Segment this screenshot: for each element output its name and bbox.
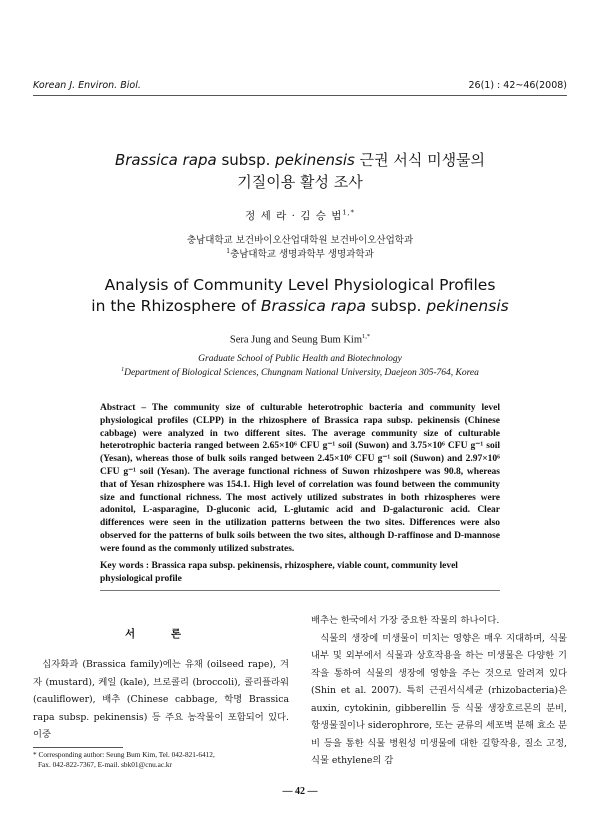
right-body-paragraph: 식물의 생장에 미생물이 미치는 영향은 매우 지대하며, 식물 내부 및 외부에서 식물과 상호작용을 하는 미생물은 다양한 기작을 통하여 식물의 생장에 영향을 주는 것으로 알려져 있다 (Shin et al. 2007). 특히 근권서식세균 (rhizobacteria)은 auxin, cytokinin, gibberellin 등 식물 생장호르몬의 분비, 항생물질이나 siderophrore, 또는 균류의 세포벽 분해 효소 분비 등을 통한 식물 병원성 미생물에 대한 길항작용, 질소 고정, 식물 ethylene의 감 — [311, 632, 567, 766]
volume-info: 26(1) : 42~46(2008) — [468, 80, 567, 91]
title-english-line1: Analysis of Community Level Physiological Profiles — [104, 276, 496, 294]
affiliation-ko-2-text: 충남대학교 생명과학부 생명과학과 — [230, 249, 374, 260]
running-header — [33, 80, 567, 94]
title-ko-subsp: subsp. — [216, 151, 276, 169]
title-english — [0, 275, 600, 317]
title-english-line2 — [0, 296, 600, 317]
keywords-rule — [100, 590, 500, 591]
authors-en-names: Sera Jung and Seung Bum Kim — [229, 334, 362, 346]
footnote — [33, 750, 289, 769]
authors-ko-names: 정 세 라 · 김 승 범 — [245, 210, 343, 222]
title-en-subsp: subsp. — [365, 297, 427, 315]
footnote-line2: Fax. 042-822-7367, E-mail. sbk01@cnu.ac.kr — [38, 759, 172, 769]
title-korean-line1 — [0, 149, 600, 171]
left-body-paragraph: 십자화과 (Brassica family)에는 유채 (oilseed rape), 겨자 (mustard), 케일 (kale), 브로콜리 (broccoli), 콜리플라워 (cauliflower), 배추 (Chinese cabbage, 학명 Brassica rapa subsp. pekinensis) 등 주요 농작물이 포함되어 있다. 이중 — [33, 659, 289, 740]
section-heading: 서 론 — [125, 628, 197, 640]
authors-english — [0, 333, 600, 346]
right-body-line1: 배추는 한국에서 가장 중요한 작물의 하나이다. — [311, 615, 500, 626]
right-column — [311, 612, 567, 770]
title-ko-rest: 근권 서식 미생물의 — [354, 151, 486, 169]
title-ko-species: Brassica rapa — [114, 151, 217, 169]
footnote-rule — [33, 747, 123, 748]
affiliation-en-2-text: Department of Biological Sciences, Chungnam National University, Daejeon 305-764, Korea — [124, 368, 479, 379]
affiliation-ko-2 — [0, 246, 600, 260]
header-rule — [33, 95, 567, 96]
authors-korean — [0, 208, 600, 223]
title-korean-line2: 기질이용 활성 조사 — [237, 173, 363, 191]
title-korean — [0, 149, 600, 193]
affiliation-en-sup: 1 — [121, 367, 125, 373]
title-en-part1: in the Rhizosphere of — [91, 297, 261, 315]
keywords-value: Brassica rapa subsp. pekinensis, rhizosphere, viable count, community level physiological profile — [100, 561, 458, 584]
authors-ko-sup: 1,* — [342, 208, 355, 217]
abstract-label: Abstract — [100, 403, 136, 413]
affiliation-en-1: Graduate School of Public Health and Biotechnology — [198, 354, 402, 364]
keywords-label: Key words : — [100, 561, 150, 571]
affiliation-ko-1: 충남대학교 보건바이오산업대학원 보건바이오산업학과 — [186, 235, 414, 246]
affiliation-ko-sup: 1 — [226, 247, 231, 255]
page-number: — 42 — — [282, 786, 318, 797]
title-en-species: Brassica rapa — [260, 297, 366, 315]
title-ko-species2: pekinensis — [275, 151, 355, 169]
authors-en-sup: 1,* — [362, 333, 371, 340]
abstract-text: – The community size of culturable heterotrophic bacteria and community level physiological profiles (CLPP) in the rhizosphere of Brassica rapa subsp. pekinensis (Chinese cabbage) were analyzed in two different sites. The average community size of culturable heterotrophic bacteria ranged between 2.65×10⁶ CFU g⁻¹ soil (Suwon) and 3.75×10⁶ CFU g⁻¹ soil (Yesan), whereas those of bulk soils ranged between 2.45×10⁶ CFU g⁻¹ soil (Suwon) and 2.97×10⁶ CFU g⁻¹ soil (Yesan). The average functional richness of Suwon rhizoshpere was 90.8, whereas that of Yesan rhizosphere was 154.1. High level of correlation was found between the community size and functional richness. The most actively utilized substrates in both rhizospheres were adonitol, L-asparagine, D-gluconic acid, L-glutamic acid and D-galacturonic acid. Clear differences were seen in the utilization patterns between the two sites. Differences were also observed for the patterns of bulk soils between the two sites, although D-raffinose and D-mannose were found as the commonly utilized substrates. — [100, 403, 500, 554]
title-en-species2: pekinensis — [426, 297, 509, 315]
affiliation-en-2 — [0, 367, 600, 378]
footnote-line1: * Corresponding author: Seung Bum Kim, Tel. 042-821-6412, — [33, 750, 215, 759]
journal-name: Korean J. Environ. Biol. — [33, 80, 141, 91]
abstract — [100, 402, 500, 556]
keywords — [100, 560, 500, 585]
